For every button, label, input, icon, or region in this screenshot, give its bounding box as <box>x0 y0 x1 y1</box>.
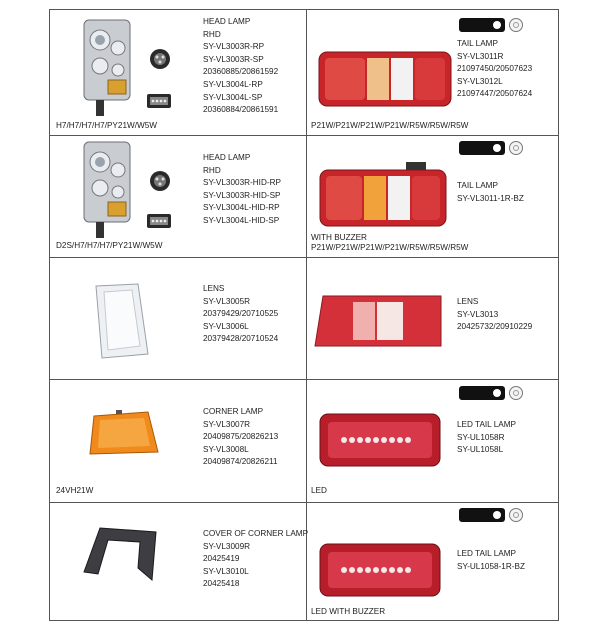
spec-line: SY-VL3011R <box>457 51 504 61</box>
socket-icon <box>509 141 523 155</box>
plug-icon <box>459 386 505 400</box>
spec-line: 20425732/20910229 <box>457 322 533 332</box>
socket-icon <box>509 18 523 32</box>
product-title: LENS <box>457 297 479 306</box>
spec-line: SY-VL3003R-HID-RP <box>203 178 281 188</box>
plug-icon <box>459 141 505 155</box>
rectangular-connector-image <box>146 92 172 110</box>
feature-caption: WITH BUZZER <box>311 233 367 242</box>
spec-line: SY-VL3013 <box>457 309 499 319</box>
spec-line: 21097450/20507623 <box>457 64 533 74</box>
product-title: LED TAIL LAMP <box>457 420 517 429</box>
tail-lens-image <box>313 292 445 350</box>
tail-lamp-image <box>317 46 453 110</box>
spec-line: SY-VL3003R-RP <box>203 42 265 52</box>
hid-headlamp-image <box>78 140 138 240</box>
product-title: TAIL LAMP <box>457 39 498 48</box>
spec-line: 20360884/20861591 <box>203 105 279 115</box>
tail-lamp-buzzer-image <box>318 160 448 232</box>
row-divider <box>50 257 558 258</box>
corner-lamp-image <box>88 410 160 458</box>
led-tail-lamp-image <box>318 410 442 470</box>
plug-icon <box>459 508 505 522</box>
product-spec-text <box>203 406 278 469</box>
led-tail-lamp-buzzer-image <box>318 538 442 600</box>
row-divider <box>50 379 558 380</box>
spec-line: SY-UL1058-1R-BZ <box>457 561 525 571</box>
spec-line: SY-VL3010L <box>203 566 249 576</box>
headlamp-lens-image <box>92 282 152 360</box>
spec-line: SY-UL1058R <box>457 432 505 442</box>
product-spec-text <box>457 180 524 205</box>
spec-line: SY-VL3004L-HID-SP <box>203 215 280 225</box>
spec-line: SY-VL3005R <box>203 296 251 306</box>
spec-line: 20409875/20826213 <box>203 432 279 442</box>
product-title: LENS <box>203 284 225 293</box>
rectangular-connector-image <box>146 212 172 230</box>
product-spec-text <box>457 296 532 334</box>
product-title: CORNER LAMP <box>203 407 264 416</box>
spec-line: SY-VL3006L <box>203 321 249 331</box>
spec-line: 20409874/20826211 <box>203 457 278 467</box>
product-spec-text <box>457 548 525 573</box>
product-spec-text <box>203 528 308 591</box>
bulb-spec-caption: D2S/H7/H7/H7/PY21W/W5W <box>56 241 163 250</box>
product-spec-text <box>203 16 278 117</box>
spec-line: SY-VL3011-1R-BZ <box>457 193 524 203</box>
spec-line: 20425419 <box>203 554 240 564</box>
spec-line: SY-VL3008L <box>203 444 249 454</box>
corner-cover-image <box>80 522 162 582</box>
product-title: HEAD LAMP <box>203 153 251 162</box>
spec-line: SY-VL3009R <box>203 541 251 551</box>
spec-line: 20360885/20861592 <box>203 67 279 77</box>
spec-line: RHD <box>203 165 221 175</box>
spec-line: 21097447/20507624 <box>457 89 533 99</box>
product-title: HEAD LAMP <box>203 17 251 26</box>
product-title: TAIL LAMP <box>457 181 498 190</box>
spec-line: SY-VL3003R-SP <box>203 54 264 64</box>
product-spec-text <box>203 283 278 346</box>
spec-line: SY-VL3012L <box>457 76 503 86</box>
spec-line: SY-VL3007R <box>203 419 251 429</box>
spec-line: SY-UL1058L <box>457 445 504 455</box>
bulb-spec-caption: P21W/P21W/P21W/P21W/R5W/R5W/R5W <box>311 121 469 130</box>
round-connector-image <box>149 170 171 192</box>
bulb-spec-caption: 24VH21W <box>56 486 94 495</box>
feature-caption: LED <box>311 486 327 495</box>
spec-line: 20379429/20710525 <box>203 309 279 319</box>
product-spec-text <box>457 419 516 457</box>
spec-line: SY-VL3004L-SP <box>203 92 263 102</box>
spec-line: SY-VL3003R-HID-SP <box>203 190 281 200</box>
plug-icon <box>459 18 505 32</box>
spec-line: RHD <box>203 29 221 39</box>
row-divider <box>50 502 558 503</box>
product-spec-text <box>203 152 281 228</box>
socket-icon <box>509 386 523 400</box>
spec-line: 20379428/20710524 <box>203 334 279 344</box>
spec-line: SY-VL3004L-HID-RP <box>203 203 280 213</box>
spec-line: SY-VL3004L-RP <box>203 79 263 89</box>
row-divider <box>50 135 558 136</box>
product-title: COVER OF CORNER LAMP <box>203 529 309 538</box>
socket-icon <box>509 508 523 522</box>
bulb-spec-caption: H7/H7/H7/H7/PY21W/W5W <box>56 121 158 130</box>
feature-caption: LED WITH BUZZER <box>311 607 386 616</box>
product-title: LED TAIL LAMP <box>457 549 517 558</box>
bulb-spec-caption: P21W/P21W/P21W/P21W/R5W/R5W/R5W <box>311 243 469 252</box>
spec-line: 20425418 <box>203 579 240 589</box>
headlamp-image <box>78 18 138 118</box>
product-spec-text <box>457 38 532 101</box>
round-connector-image <box>149 48 171 70</box>
